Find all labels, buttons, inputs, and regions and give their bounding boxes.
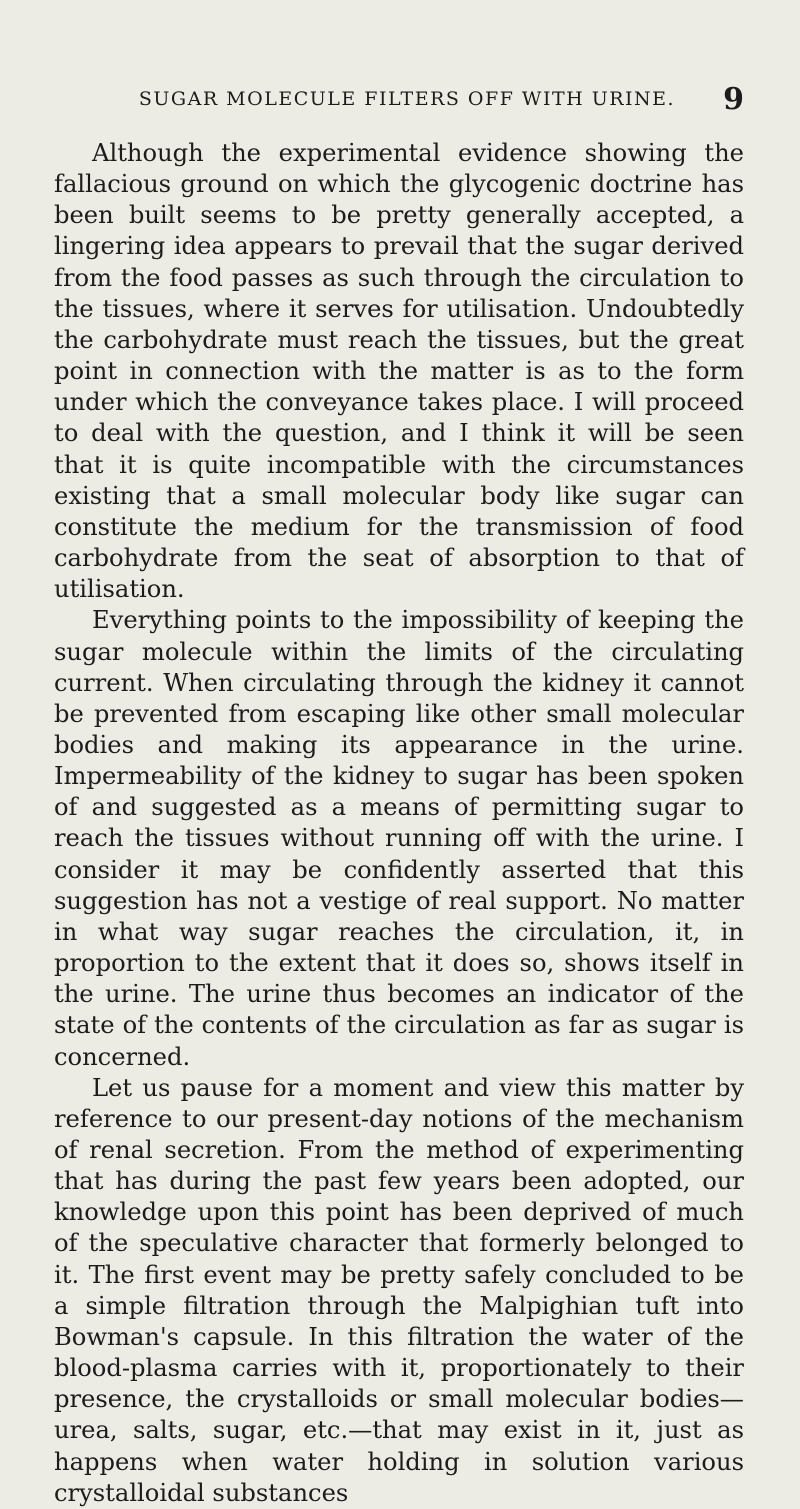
paragraph-2: Everything points to the impossibility of keeping the sugar molecule within the limits of the circulating current. When circulating through the kidney it cannot be prevented from escaping like other small molecular bodies and making its appearance in the urine. Impermeability of the kidney to sugar has been spoken of and suggested as a means of permitting sugar to reach the tissues without running off with the urine. I consider it may be confidently asserted that this suggestion has not a vestige of real support. No matter in what way sugar reaches the circulation, it, in proportion to the extent that it does so, shows itself in the urine. The urine thus becomes an indicator of the state of the contents of the circulation as far as sugar is concerned. bbox=[54, 606, 744, 1071]
body-text bbox=[54, 138, 744, 1509]
running-head bbox=[54, 82, 744, 118]
paragraph-3: Let us pause for a moment and view this matter by reference to our present-day notions of the mechanism of renal secretion. From the method of experimenting that has during the past few years been adopted, our knowledge upon this point has been deprived of much of the speculative character that formerly belonged to it. The first event may be pretty safely concluded to be a simple filtration through the Malpighian tuft into Bowman's capsule. In this filtration the water of the blood-plasma carries with it, proportionately to their presence, the crystalloids or small molecular bodies— urea, salts, sugar, etc.—that may exist in it, just as happens when water holding in solution various crystalloidal substances bbox=[54, 1073, 744, 1507]
paragraph-1: Although the experimental evidence showing the fallacious ground on which the glycogenic doctrine has been built seems to be pretty generally accepted, a lingering idea appears to prevail that the sugar derived from the food passes as such through the circulation to the tissues, where it serves for utilisation. Undoubtedly the carbohydrate must reach the tissues, but the great point in connection with the matter is as to the form under which the conveyance takes place. I will proceed to deal with the question, and I think it will be seen that it is quite incompatible with the circumstances existing that a small molecular body like sugar can constitute the medium for the transmission of food carbohydrate from the seat of absorption to that of utilisation. bbox=[54, 139, 744, 604]
page-number: 9 bbox=[723, 82, 744, 117]
running-title: SUGAR MOLECULE FILTERS OFF WITH URINE. bbox=[138, 88, 676, 110]
